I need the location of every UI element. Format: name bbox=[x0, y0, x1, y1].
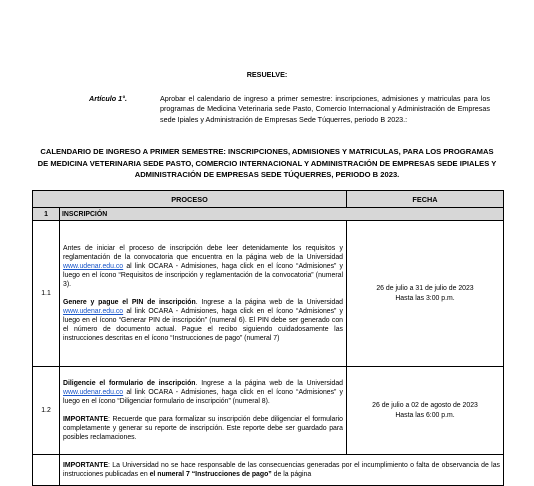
notice-cell bbox=[60, 455, 504, 486]
date-range: 26 de julio a 02 de agosto de 2023 bbox=[372, 401, 478, 409]
deadline-time: Hasta las 3:00 p.m. bbox=[395, 294, 455, 302]
udenar-link[interactable]: www.udenar.edu.co bbox=[63, 388, 124, 396]
article-label: Artículo 1°. bbox=[89, 94, 128, 103]
table-header-row bbox=[33, 191, 504, 208]
row-number: 1.1 bbox=[33, 221, 60, 367]
date-cell bbox=[347, 367, 504, 455]
process-paragraph bbox=[60, 298, 346, 343]
section-number: 1 bbox=[33, 208, 60, 221]
column-header-proceso: PROCESO bbox=[33, 191, 347, 208]
udenar-link[interactable]: www.udenar.edu.co bbox=[63, 262, 124, 270]
process-text: . Ingrese a la página web de la Universidad bbox=[195, 299, 344, 306]
row-number bbox=[33, 455, 60, 486]
notice-body: de la página bbox=[271, 471, 312, 478]
notice-bold-text: el numeral 7 “Instrucciones de pago” bbox=[149, 471, 272, 478]
process-paragraph bbox=[60, 415, 346, 442]
process-cell bbox=[60, 367, 347, 455]
process-paragraph bbox=[60, 244, 346, 289]
udenar-link[interactable]: www.udenar.edu.co bbox=[63, 308, 124, 316]
calendar-table bbox=[32, 190, 504, 486]
process-text: Antes de iniciar el proceso de inscripción debe leer detenidamente los requisitos y reglamentación de la convocatoria que encuentra en la página web de la Universidad bbox=[63, 244, 343, 261]
process-cell bbox=[60, 221, 347, 367]
article-text: Aprobar el calendario de ingreso a primer semestre: inscripciones, admisiones y matriculas para los programas de Medicina Veterinaria sede Pasto, Comercio Internacional y Administración de Empresas sede Ipiales y Administración de Empresas Sede Túquerres, periodo B 2023.: bbox=[160, 94, 490, 124]
process-text: al link OCARA - Admisiones, haga click en el ícono “Admisiones” y luego en el ícono “Generar PIN de inscripción” (numeral 6). El PIN debe ser generado con el número de documento actual. Pague el recibo siguiendo cuidadosamente las instrucciones descritas en el ícono “Instrucciones de pago” (numeral 7) bbox=[63, 308, 343, 343]
deadline-time: Hasta las 6:00 p.m. bbox=[395, 411, 455, 419]
process-text: al link OCARA - Admisiones, haga click en el ícono “Admisiones” y luego en el ícono “Requisitos de inscripción y reglamentación de la convocatoria” (numeral 3). bbox=[63, 262, 343, 288]
table-row bbox=[33, 455, 504, 486]
row-number: 1.2 bbox=[33, 367, 60, 455]
notice-text bbox=[60, 460, 503, 480]
notice-bold-text: IMPORTANTE bbox=[63, 461, 109, 469]
date-cell bbox=[347, 221, 504, 367]
resuelve-heading: RESUELVE: bbox=[246, 70, 288, 79]
process-text: : Recuerde que para formalizar su inscripción debe diligenciar el formulario completamente y generar su reporte de inscripción. Este reporte debe ser guardado para posibles reclamaciones. bbox=[63, 416, 343, 442]
section-row bbox=[33, 208, 504, 221]
section-title: INSCRIPCIÓN bbox=[60, 208, 504, 221]
process-bold-text: IMPORTANTE bbox=[63, 416, 109, 423]
date-range: 26 de julio a 31 de julio de 2023 bbox=[376, 284, 474, 292]
column-header-fecha: FECHA bbox=[347, 191, 504, 208]
process-bold-text: Diligencie el formulario de inscripción bbox=[63, 379, 196, 387]
table-row bbox=[33, 221, 504, 367]
notice-body: : La Universidad no se hace responsable de las consecuencias generadas por el incumplimiento o falta de observancia de las instrucciones publicadas en bbox=[63, 461, 500, 478]
process-text: . Ingrese a la página web de la Universidad bbox=[195, 379, 343, 387]
table-row bbox=[33, 367, 504, 455]
process-paragraph bbox=[60, 379, 346, 406]
process-text: al link OCARA - Admisiones, haga click en el ícono “Admisiones” y luego en el ícono “Diligenciar formulario de inscripción” (numeral 8). bbox=[63, 388, 343, 405]
process-bold-text: Genere y pague el PIN de inscripción bbox=[63, 299, 196, 306]
calendar-heading: CALENDARIO DE INGRESO A PRIMER SEMESTRE: INSCRIPCIONES, ADMISIONES Y MATRICULAS, PARA LOS PROGRAMAS DE MEDICINA VETERINARIA SEDE PASTO, COMERCIO INTERNACIONAL Y ADMINISTRACIÓN DE EMPRESAS SEDE IPIALES Y ADMINISTRACIÓN DE EMPRESAS SEDE TÚQUERRES, PERIODO B 2023. bbox=[37, 147, 497, 180]
